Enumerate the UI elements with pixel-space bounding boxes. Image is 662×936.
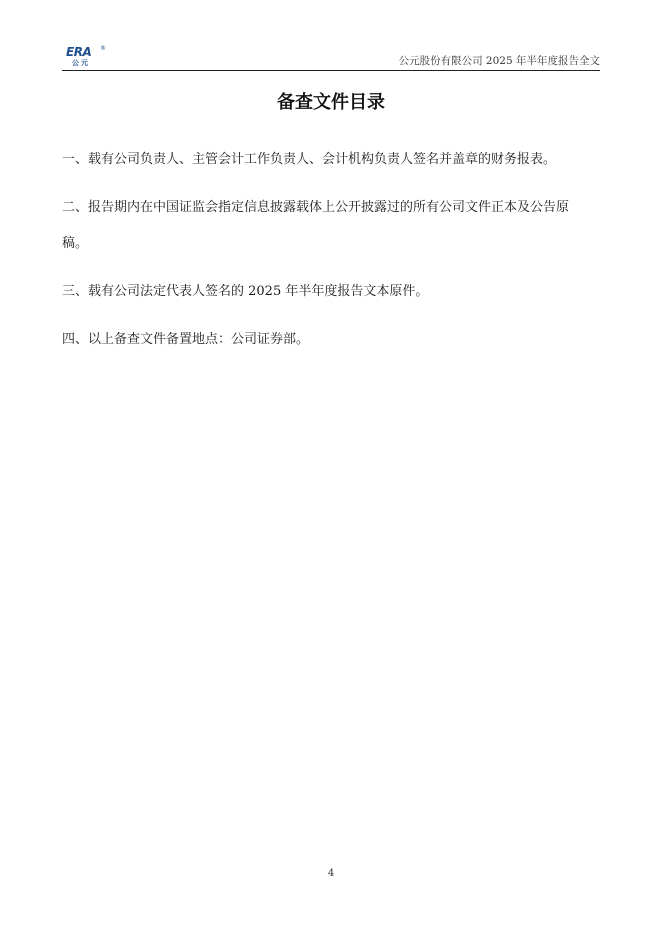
company-logo bbox=[66, 45, 106, 69]
header-report-title: 公元股份有限公司 2025 年半年度报告全文 bbox=[398, 55, 600, 67]
list-item: 二、报告期内在中国证监会指定信息披露载体上公开披露过的所有公司文件正本及公告原稿。 bbox=[62, 200, 570, 251]
header-divider bbox=[62, 70, 600, 71]
document-body bbox=[62, 142, 592, 370]
list-item: 三、载有公司法定代表人签名的 2025 年半年度报告文本原件。 bbox=[62, 284, 429, 299]
logo-wordmark: ERA bbox=[66, 45, 92, 59]
registered-mark: ® bbox=[100, 45, 106, 52]
page-header bbox=[62, 44, 600, 70]
list-item: 四、以上备查文件备置地点：公司证券部。 bbox=[62, 332, 310, 347]
list-item: 一、载有公司负责人、主管会计工作负责人、会计机构负责人签名并盖章的财务报表。 bbox=[62, 152, 557, 167]
page-number: 4 bbox=[327, 868, 335, 879]
logo-chinese-name: 公元 bbox=[72, 59, 90, 67]
page-title: 备查文件目录 bbox=[277, 92, 385, 113]
